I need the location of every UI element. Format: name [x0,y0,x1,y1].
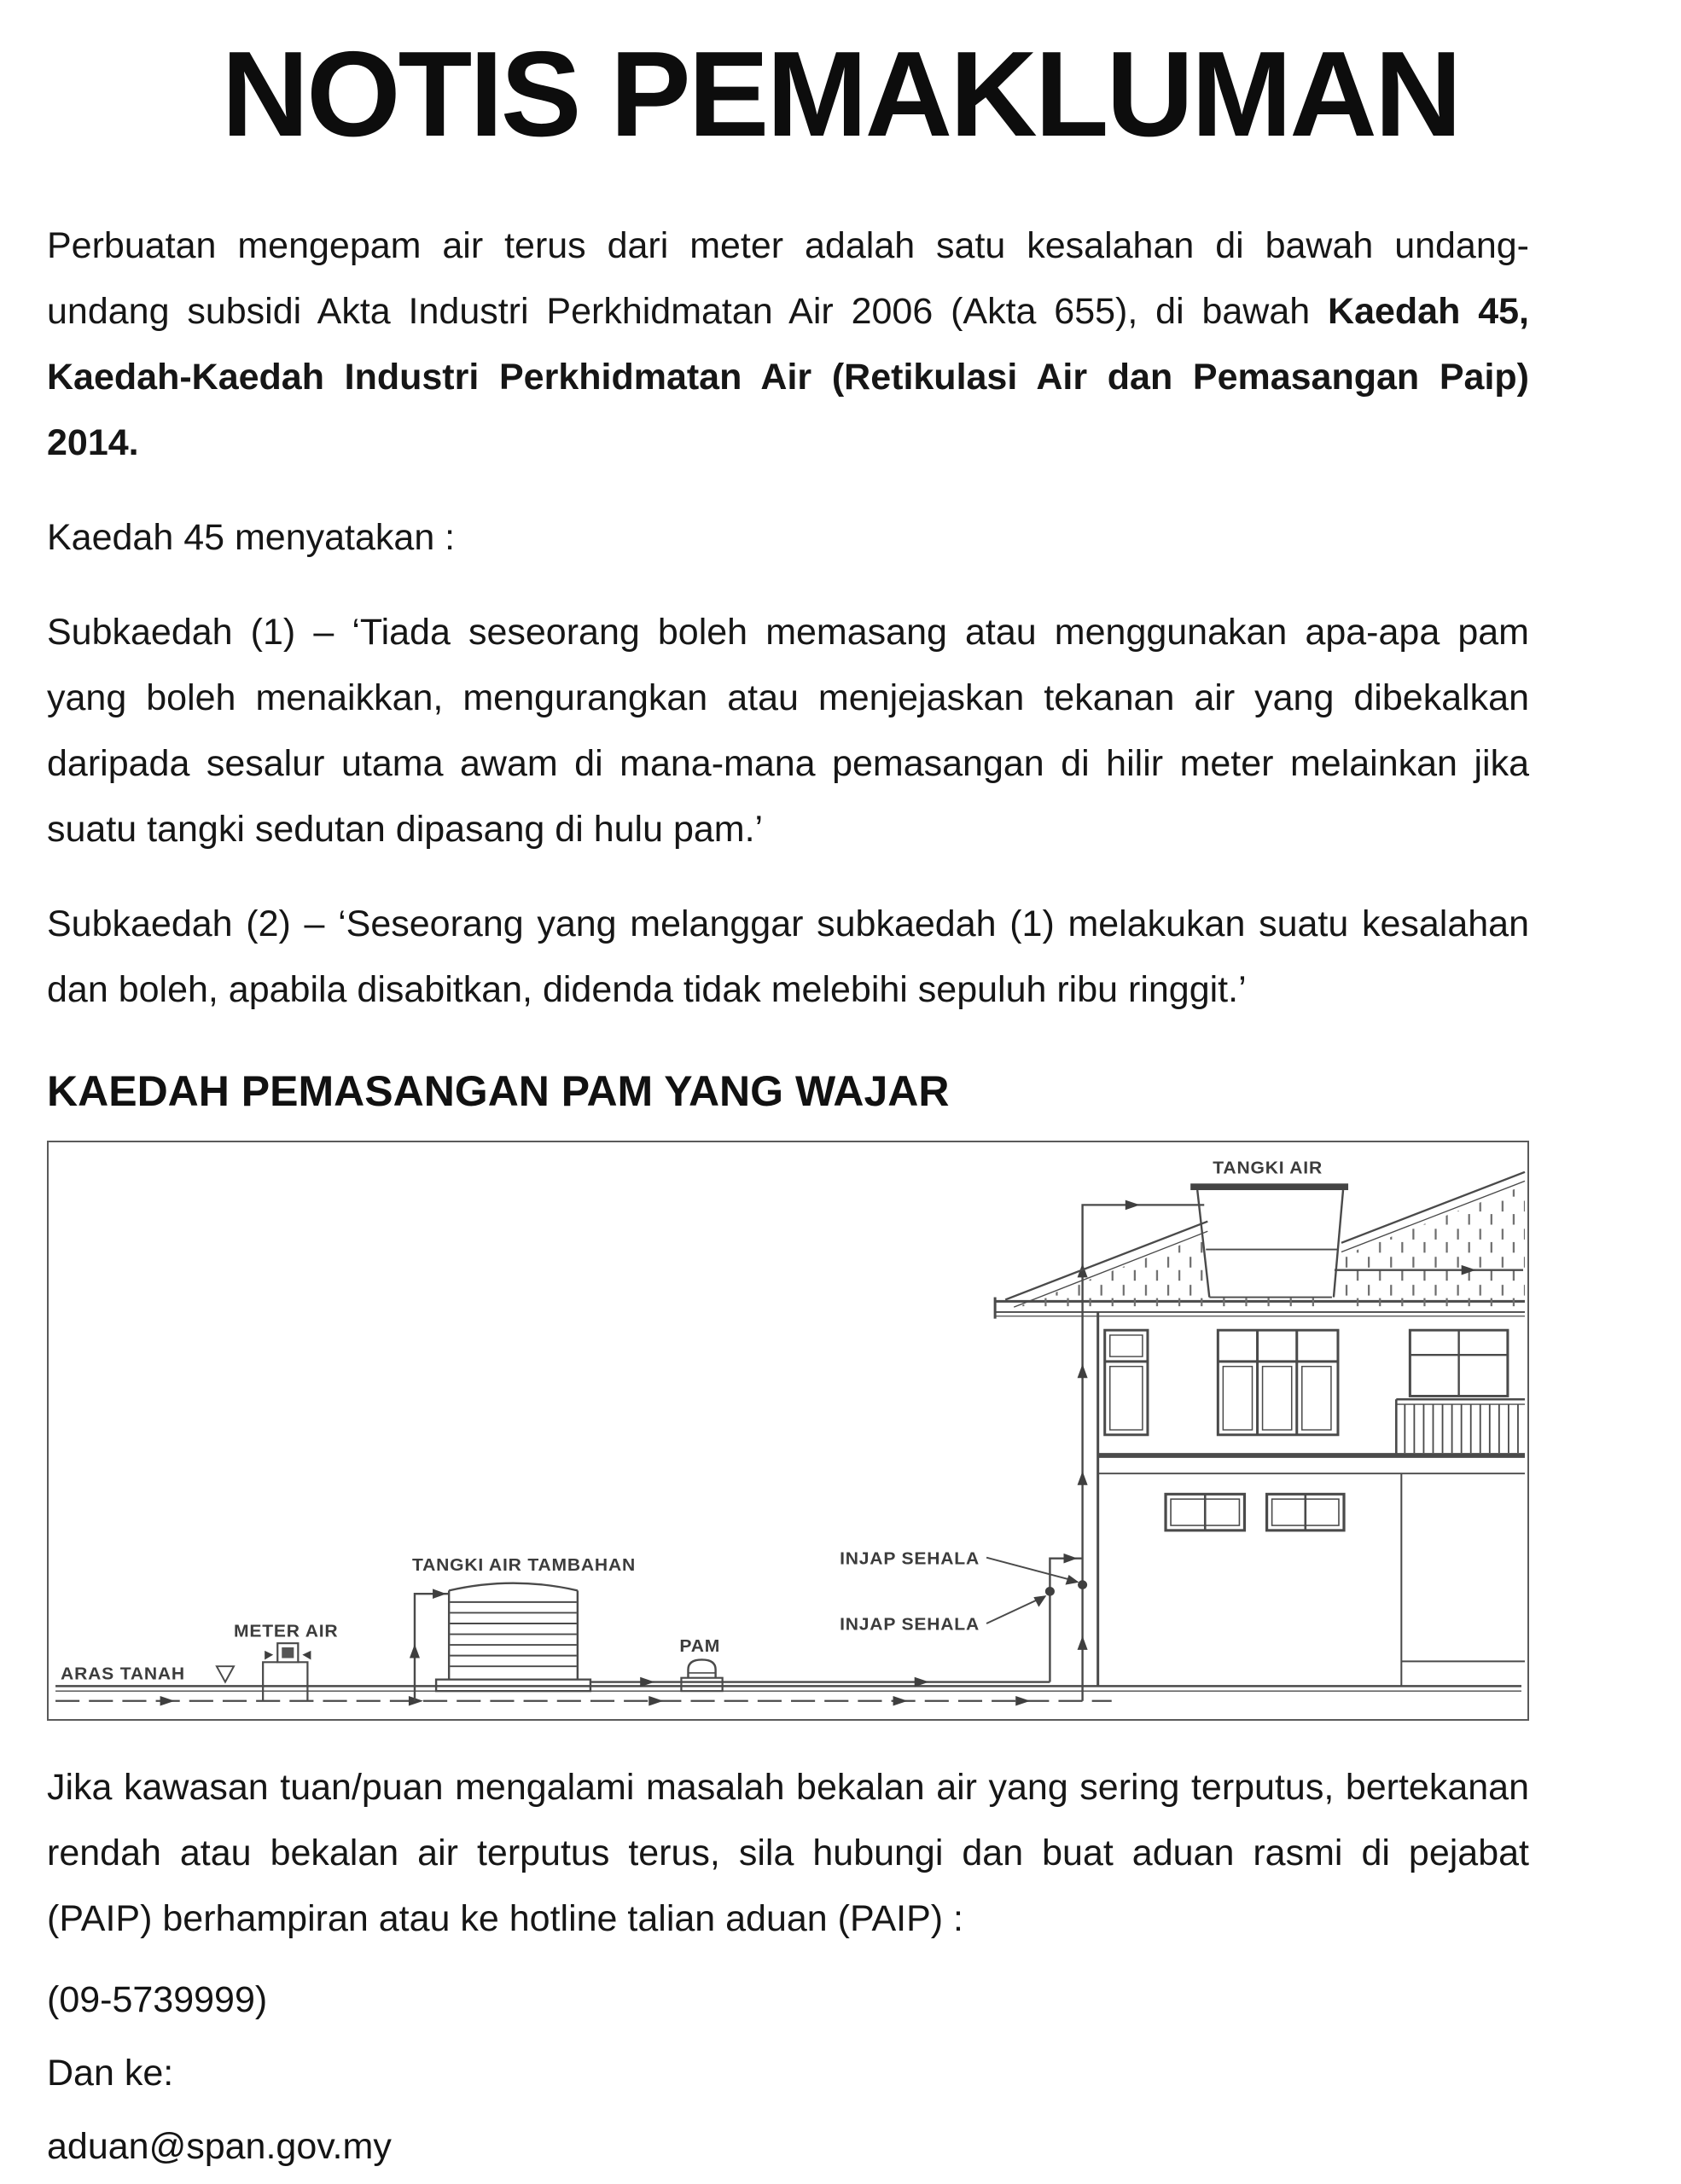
installation-diagram [47,1141,1529,1721]
subkaedah-1-paragraph: Subkaedah (1) – ‘Tiada seseorang boleh memasang atau menggunakan apa-apa pam yang boleh menaikkan, mengurangkan atau menjejaskan tekanan air yang dibekalkan daripada sesalur utama awam di mana-mana pemasangan di hilir meter melainkan jika suatu tangki sedutan dipasang di hulu pam.’ [47,612,1529,851]
suction-tank-feed-pipe [410,1589,449,1701]
meter-air-label: METER AIR [234,1622,339,1641]
suction-tank [436,1583,590,1692]
dan-ke-text: Dan ke: [47,2053,174,2094]
hotline-number: (09-5739999) [47,1979,268,2021]
roof-water-tank [1190,1184,1348,1298]
subkaedah-2-paragraph: Subkaedah (2) – ‘Seseorang yang melanggar subkaedah (1) melakukan suatu kesalahan dan boleh, apabila disabitkan, didenda tidak melebihi sepuluh ribu ringgit.’ [47,903,1529,1011]
ground-level-line [55,1687,1521,1692]
check-valve-icon [1045,1587,1055,1596]
check-valve-icon [1078,1581,1087,1590]
page-title: NOTIS PEMAKLUMAN [221,26,1460,162]
tangki-air-tambahan-label: TANGKI AIR TAMBAHAN [411,1555,637,1576]
ground-datum-icon [217,1667,234,1682]
pam-label: PAM [679,1636,721,1657]
pump-installation-drawing [49,1142,1527,1719]
balcony-railing [1396,1400,1525,1455]
water-meter [263,1644,311,1702]
roof-shingles-left [1019,1235,1207,1307]
window-lower-left [1166,1495,1244,1531]
window-upper-left [1105,1331,1148,1436]
injap-sehala-pointer-2 [986,1596,1046,1624]
document-body [0,213,1681,2172]
pump-discharge-riser [1045,1554,1083,1682]
aras-tanah-label: ARAS TANAH [61,1664,185,1684]
roof-shingles-center [1207,1298,1332,1307]
email-address: aduan@span.gov.my [47,2126,392,2168]
kaedah-statement: Kaedah 45 menyatakan : [47,517,456,559]
injap-sehala-label-1: INJAP SEHALA [840,1549,980,1569]
intro-paragraph-normal: Perbuatan mengepam air terus dari meter adalah satu kesalahan di bawah undang-undang subsidi Akta Industri Perkhidmatan Air 2006 (Akta 655), di bawah [47,225,1529,333]
tangki-air-label: TANGKI AIR [1213,1159,1323,1178]
intro-paragraph [47,213,1529,476]
intro-paragraph-bold: Kaedah 45, Kaedah-Kaedah Industri Perkhidmatan Air (Retikulasi Air dan Pemasangan Paip) 2014. [47,291,1529,464]
window-upper-right [1410,1331,1508,1397]
window-upper-center [1218,1331,1338,1436]
underground-supply-pipe [55,1696,1112,1706]
injap-sehala-label-2: INJAP SEHALA [840,1615,980,1635]
roof-shingles-right [1341,1186,1525,1307]
closing-paragraph: Jika kawasan tuan/puan mengalami masalah bekalan air yang sering terputus, bertekanan rendah atau bekalan air terputus terus, sila hubungi dan buat aduan rasmi di pejabat (PAIP) berhampiran atau ke hotline talian aduan (PAIP) : [47,1767,1529,1940]
window-lower-right [1267,1495,1344,1531]
section-heading: KAEDAH PEMASANGAN PAM YANG WAJAR [47,1067,950,1116]
